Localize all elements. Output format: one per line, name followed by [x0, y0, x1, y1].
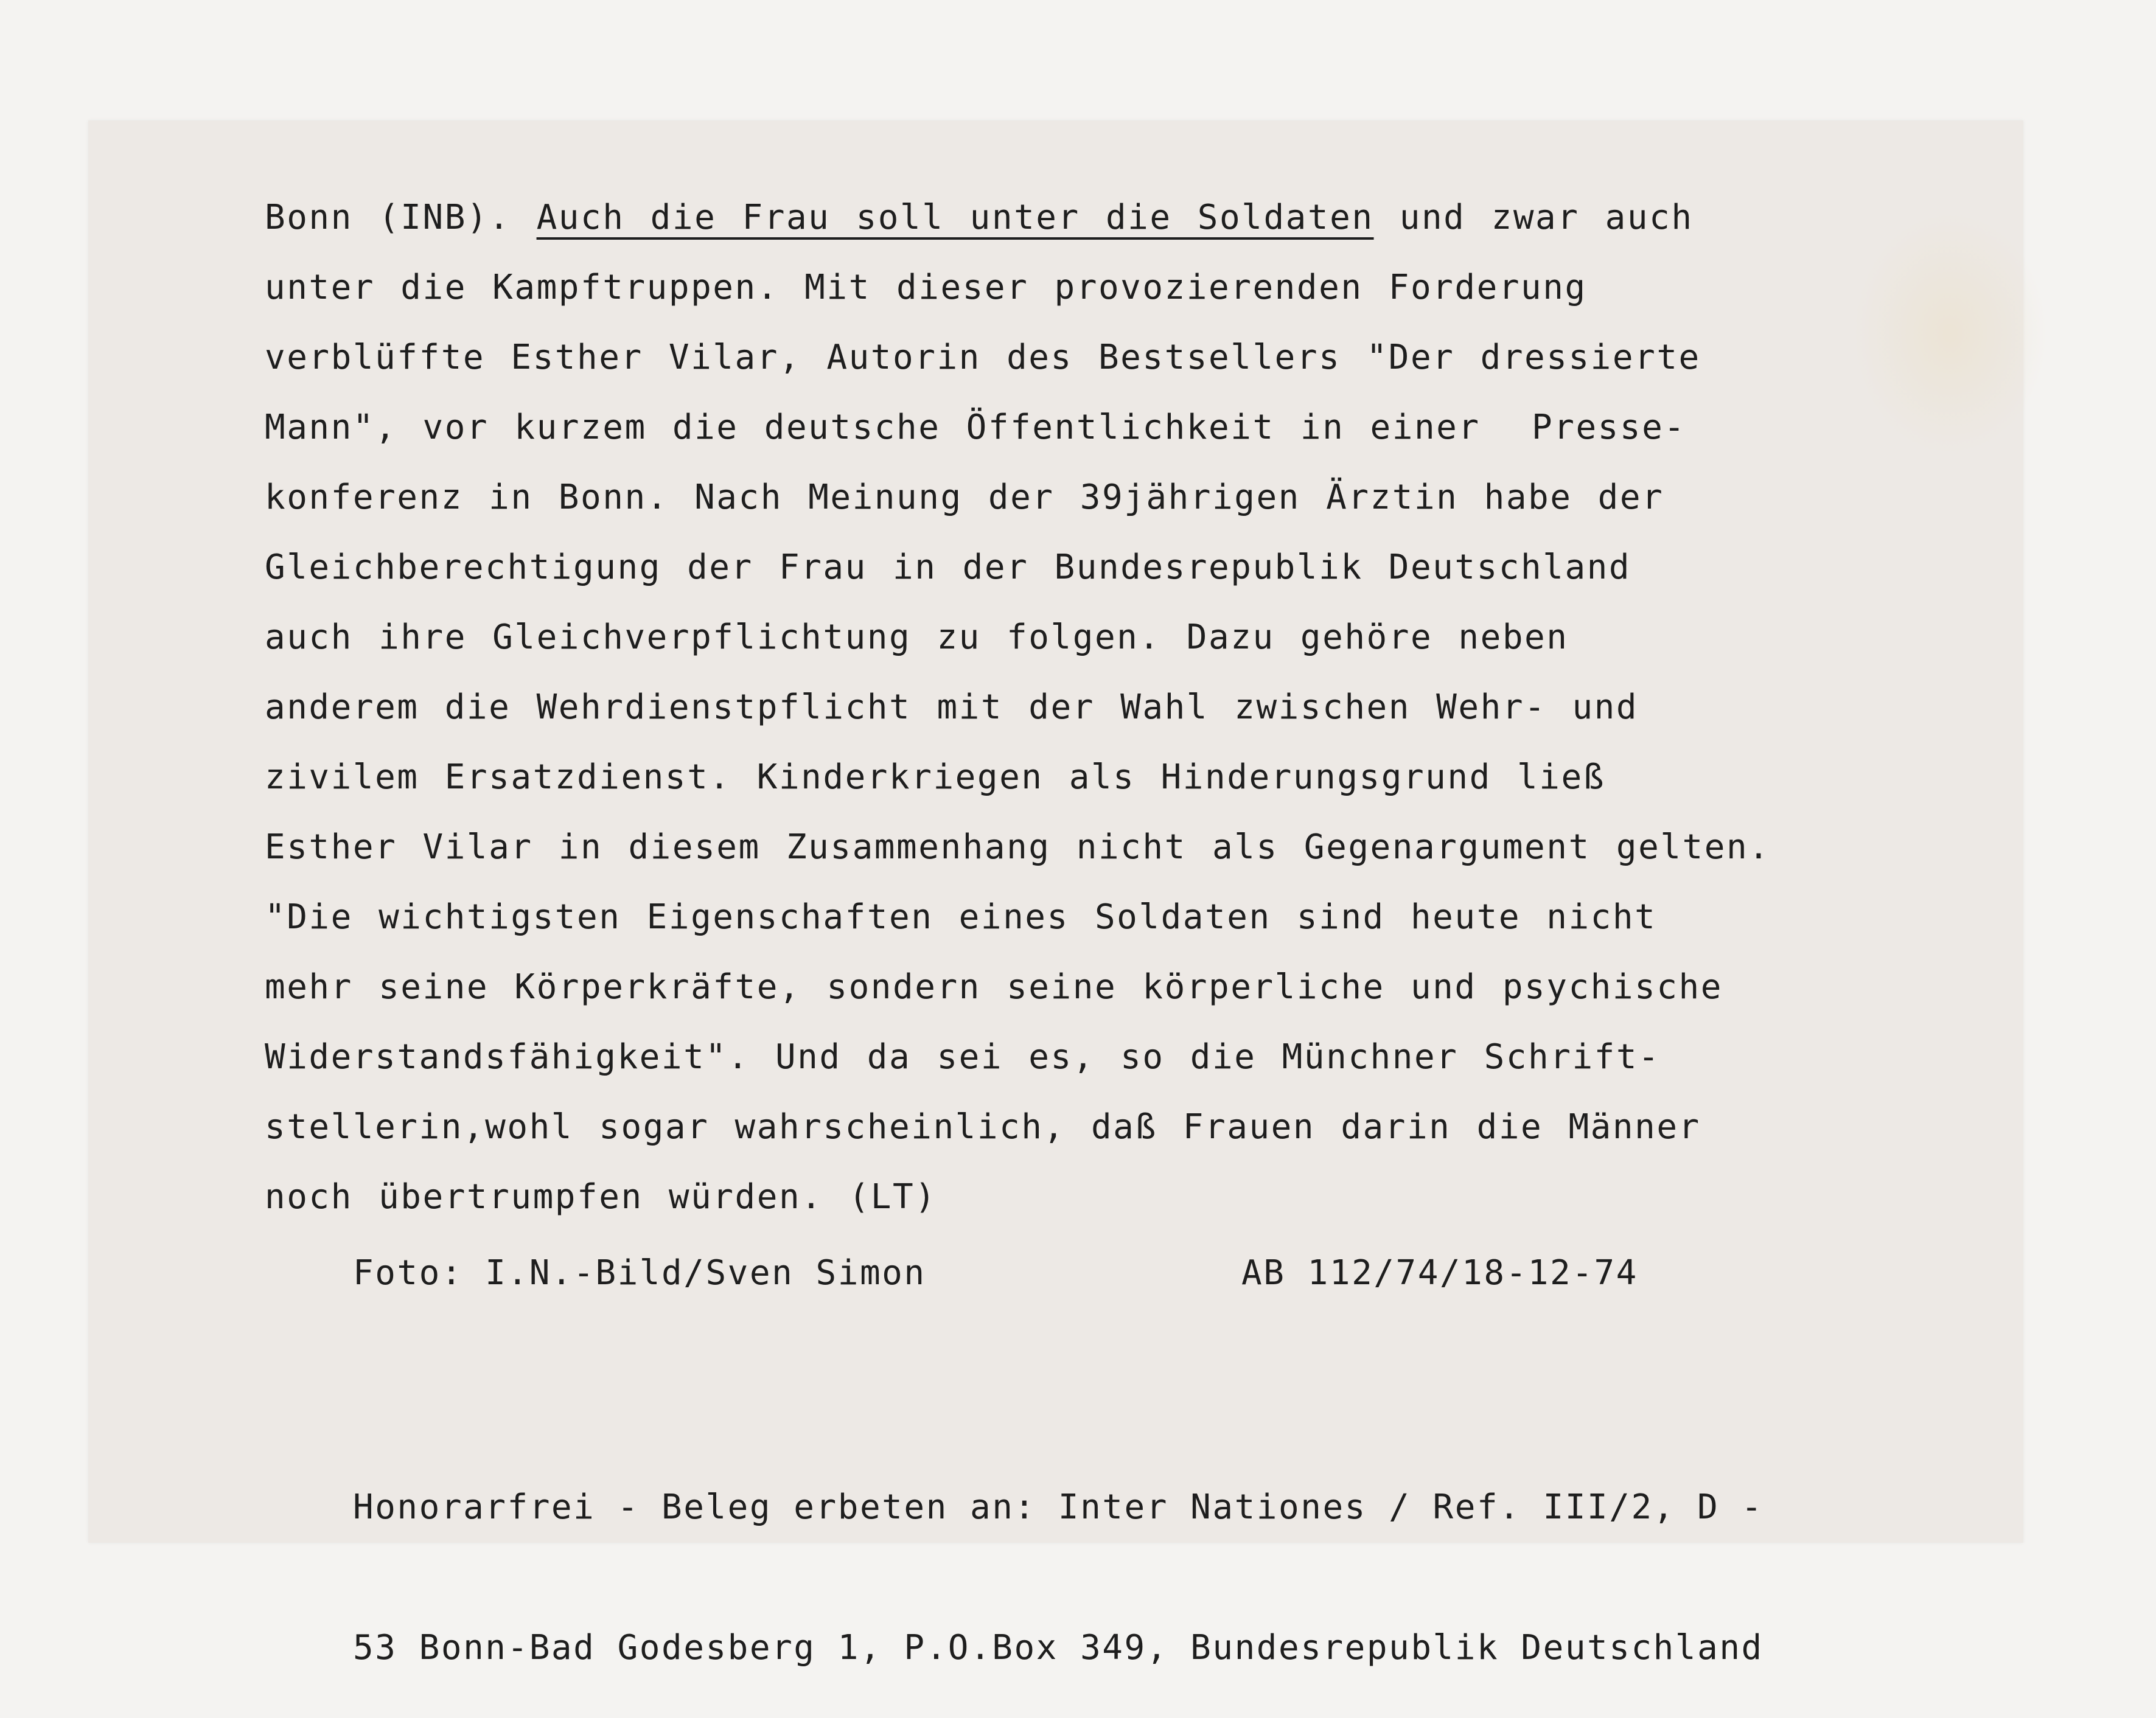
headline-underlined: Auch die Frau soll unter die Soldaten	[536, 198, 1374, 237]
article-line-1	[265, 183, 1847, 252]
article-line: noch übertrumpfen würden. (LT)	[265, 1177, 937, 1217]
footer-line-1: Honorarfrei - Beleg erbeten an: Inter Nationes / Ref. III/2, D -	[353, 1487, 1764, 1527]
footer-line-2: 53 Bonn-Bad Godesberg 1, P.O.Box 349, Bundesrepublik Deutschland	[353, 1628, 1764, 1668]
article-line: zivilem Ersatzdienst. Kinderkriegen als Hinderungsgrund ließ	[265, 757, 1605, 797]
dateline: Bonn (INB).	[265, 198, 537, 237]
article-line: Gleichberechtigung der Frau in der Bundesrepublik Deutschland	[265, 548, 1631, 587]
article-line: stellerin,wohl sogar wahrscheinlich, daß Frauen darin die Männer	[265, 1107, 1701, 1147]
article-line: mehr seine Körperkräfte, sondern seine körperliche und psychische	[265, 967, 1723, 1007]
article-line: "Die wichtigsten Eigenschaften eines Soldaten sind heute nicht	[265, 897, 1657, 937]
photo-credit: Foto: I.N.-Bild/Sven Simon	[353, 1253, 926, 1293]
article-line: Mann", vor kurzem die deutsche Öffentlichkeit in einer Presse-	[265, 408, 1686, 447]
paper-stain	[1853, 212, 2048, 455]
article-line: unter die Kampftruppen. Mit dieser provozierenden Forderung	[265, 268, 1587, 307]
article-text	[265, 183, 1847, 1232]
footer-notice	[353, 1390, 1764, 1718]
archive-reference: AB 112/74/18-12-74	[1241, 1253, 1638, 1293]
article-line: verblüffte Esther Vilar, Autorin des Bestsellers "Der dressierte	[265, 338, 1701, 377]
photo-credit-row	[353, 1253, 1692, 1372]
article-line: Esther Vilar in diesem Zusammenhang nicht als Gegenargument gelten.	[265, 827, 1771, 867]
line1-rest: und zwar auch	[1373, 198, 1694, 237]
article-line: anderem die Wehrdienstpflicht mit der Wahl zwischen Wehr- und	[265, 687, 1639, 727]
article-line: auch ihre Gleichverpflichtung zu folgen. Dazu gehöre neben	[265, 617, 1569, 657]
article-line: Widerstandsfähigkeit". Und da sei es, so die Münchner Schrift-	[265, 1037, 1661, 1077]
article-line: konferenz in Bonn. Nach Meinung der 39jährigen Ärztin habe der	[265, 478, 1664, 517]
